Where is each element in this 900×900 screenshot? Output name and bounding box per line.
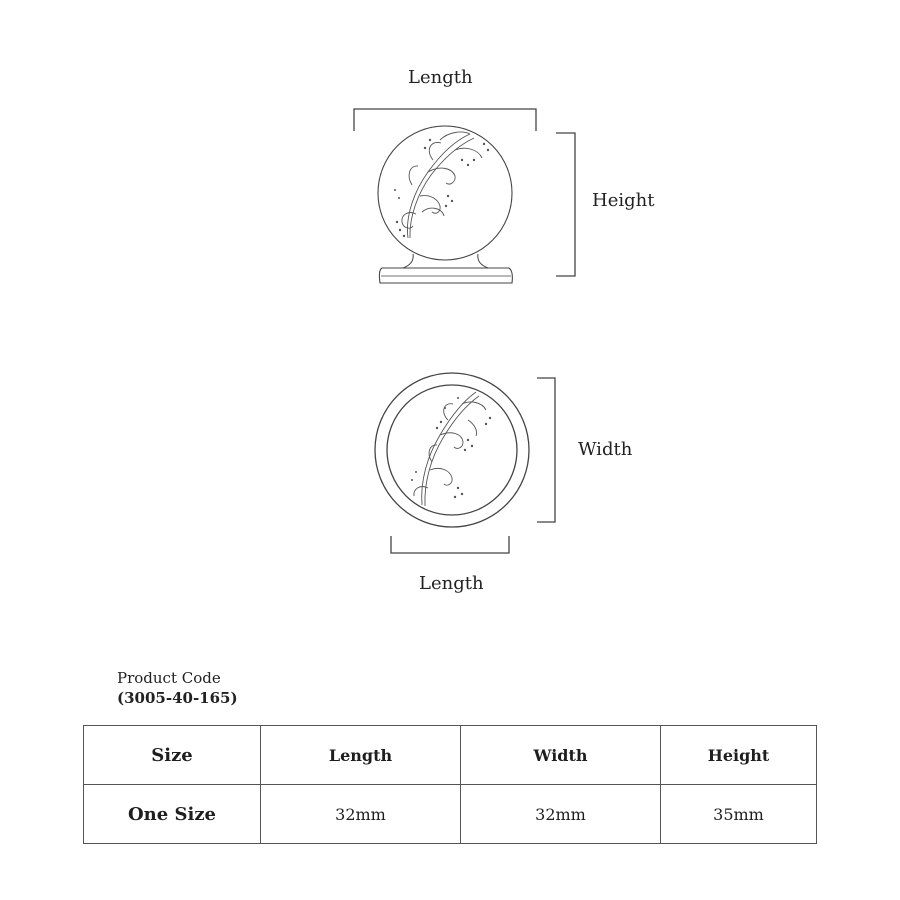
width-bracket bbox=[537, 378, 555, 522]
table-row bbox=[84, 785, 817, 844]
header-size: Size bbox=[84, 726, 261, 785]
floral-dots-side bbox=[394, 139, 489, 237]
floral-pattern-side bbox=[402, 132, 482, 238]
width-label: Width bbox=[578, 439, 633, 460]
dimensions-table bbox=[83, 725, 817, 844]
table-header-row bbox=[84, 726, 817, 785]
side-view bbox=[354, 109, 575, 283]
product-code-value: (3005-40-165) bbox=[117, 689, 238, 707]
height-bracket bbox=[556, 133, 575, 276]
header-length: Length bbox=[261, 726, 461, 785]
floral-pattern-top bbox=[414, 392, 486, 506]
product-code-block bbox=[117, 668, 238, 708]
header-width: Width bbox=[461, 726, 661, 785]
top-length-bracket bbox=[354, 109, 536, 131]
cell-height: 35mm bbox=[661, 785, 817, 844]
bottom-length-label: Length bbox=[419, 573, 484, 594]
top-view bbox=[375, 373, 555, 553]
bottom-length-bracket bbox=[391, 536, 509, 553]
knob-base bbox=[379, 268, 512, 283]
knob-base-ring bbox=[375, 373, 529, 527]
header-height: Height bbox=[661, 726, 817, 785]
top-length-label: Length bbox=[408, 67, 473, 88]
knob-face-top bbox=[387, 385, 517, 515]
product-code-label: Product Code bbox=[117, 669, 221, 687]
cell-size: One Size bbox=[84, 785, 261, 844]
cell-length: 32mm bbox=[261, 785, 461, 844]
cell-width: 32mm bbox=[461, 785, 661, 844]
knob-neck bbox=[403, 254, 488, 268]
height-label: Height bbox=[592, 190, 655, 211]
knob-head-side bbox=[378, 126, 512, 260]
